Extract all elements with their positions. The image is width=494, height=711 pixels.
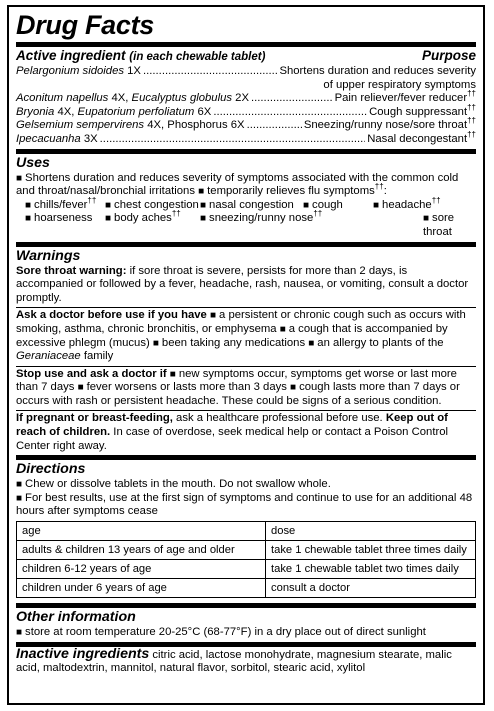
symptom-grid xyxy=(16,209,476,239)
purpose-heading: Purpose xyxy=(421,48,476,63)
sore-throat-warning: Sore throat warning: if sore throat is severe, persists for more than 2 days, is accompanied or followed by a fever, headache, rash, nausea, or vomiting, consult a doctor promptly. xyxy=(16,264,469,304)
other-information-section xyxy=(16,603,476,642)
symptom-item: ■ chest congestion xyxy=(105,199,200,213)
directions-section xyxy=(16,455,476,603)
ingredient-purpose-continued: of upper respiratory symptoms xyxy=(323,78,476,91)
active-qualifier: (in each chewable tablet) xyxy=(129,51,266,63)
inactive-ingredients-section xyxy=(16,642,476,678)
uses-section xyxy=(16,149,476,242)
symptom-item: ■ cough xyxy=(303,199,373,213)
table-row: children 6-12 years of age take 1 chewable tablet two times daily xyxy=(17,560,476,579)
uses-line: and throat/nasal/bronchial irritations ■ temporarily relieves flu symptoms††: xyxy=(16,185,476,199)
inactive-text: citric acid, lactose monohydrate, magnesium stearate, malic acid, maltodextrin, mannitol, natural flavor, sorbitol, stearic acid, xylitol xyxy=(16,648,452,675)
table-header-row xyxy=(17,522,476,541)
ingredient-line: Aconitum napellus 4X, Eucalyptus globulus 2X ..... Pain reliever/fever reducer†† xyxy=(16,92,476,106)
ingredient-line: Pelargonium sidoides 1X ..... Shortens duration and reduces severity xyxy=(16,65,476,79)
table-header-cell: age xyxy=(17,522,266,541)
table-header-cell: dose xyxy=(266,522,476,541)
symptom-item: ■ nasal congestion xyxy=(200,199,303,213)
ingredient-line: Bryonia 4X, Eupatorium perfoliatum 6X ..... Cough suppressant†† xyxy=(16,106,476,120)
active-heading: Active ingredient xyxy=(16,48,126,63)
ingredient-line: Ipecacuanha 3X ..... Nasal decongestant†† xyxy=(16,133,476,147)
other-item: ■ store at room temperature 20-25°C (68-77°F) in a dry place out of direct sunlight xyxy=(16,626,476,640)
warnings-heading: Warnings xyxy=(16,247,81,264)
active-ingredient-section xyxy=(16,42,476,149)
directions-item: ■ Chew or dissolve tablets in the mouth. Do not swallow whole. xyxy=(16,478,476,492)
dosage-table xyxy=(16,521,476,598)
inactive-heading: Inactive ingredients xyxy=(16,645,150,662)
ask-doctor-section: Ask a doctor before use if you have ■ a persistent or chronic cough such as occurs with smoking, asthma, chronic bronchitis, or emphysema ■ a cough that is accompanied by excessive phlegm (mucus) ■ been taking any medications ■ an allergy to plants of the Geraniaceae family xyxy=(16,307,476,365)
uses-heading: Uses xyxy=(16,154,50,171)
symptom-item: ■ sneezing/runny nose†† xyxy=(200,212,326,239)
directions-heading: Directions xyxy=(16,461,86,478)
table-row: adults & children 13 years of age and older take 1 chewable tablet three times daily xyxy=(17,541,476,560)
symptom-item: ■ body aches†† xyxy=(105,212,200,239)
stop-use-section: Stop use and ask a doctor if ■ new symptoms occur, symptoms get worse or last more than 7 days ■ fever worsens or lasts more than 3 days ■ cough lasts more than 7 days or occurs with rash or persistent headache. These could be signs of a serious condition. xyxy=(16,366,476,411)
drug-facts-title: Drug Facts xyxy=(16,10,155,40)
warnings-section xyxy=(16,242,476,308)
other-heading: Other information xyxy=(16,609,136,626)
symptom-grid xyxy=(16,195,476,213)
directions-item: ■ For best results, use at the first sign of symptoms and continue to use for an additional 48 hours after symptoms cease xyxy=(16,492,476,519)
symptom-item: ■ chills/fever†† xyxy=(25,199,105,213)
pregnancy-section: If pregnant or breast-feeding, ask a healthcare professional before use. Keep out of reach of children. In case of overdose, seek medical help or contact a Poison Control Center right away. xyxy=(16,410,476,455)
drug-facts-label xyxy=(7,5,485,705)
symptom-item: ■ headache†† xyxy=(373,199,476,213)
symptom-item: ■ sore throat xyxy=(423,212,476,239)
table-row: children under 6 years of age consult a doctor xyxy=(17,579,476,598)
symptom-item: ■ hoarseness xyxy=(25,212,105,239)
ingredient-line: Gelsemium sempervirens 4X, Phosphorus 6X ..... Sneezing/runny nose/sore throat†† xyxy=(16,119,476,133)
uses-line: ■ Shortens duration and reduces severity of symptoms associated with the common cold xyxy=(16,172,476,186)
